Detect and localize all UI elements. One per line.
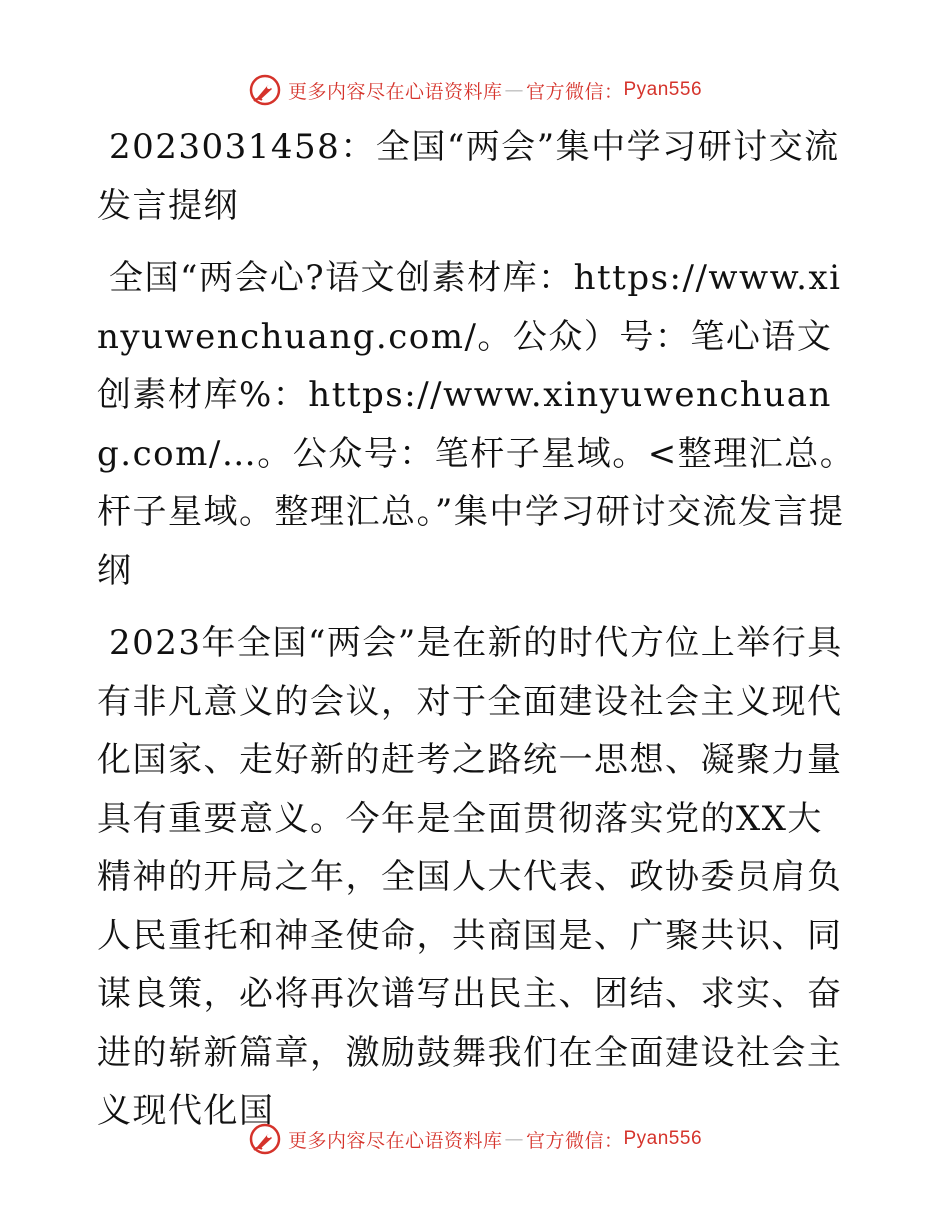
document-title: 2023031458：全国“两会”集中学习研讨交流发言提纲 xyxy=(97,127,840,226)
pen-nib-logo-icon xyxy=(248,1122,282,1156)
document-body xyxy=(97,118,857,1155)
header-watermark-banner xyxy=(0,70,950,110)
banner-main-text: 更多内容尽在心语资料库 xyxy=(287,80,503,103)
footer-watermark-banner xyxy=(0,1119,950,1159)
banner-separator: — xyxy=(504,1128,524,1150)
pen-nib-logo-icon xyxy=(248,73,282,107)
banner-wechat-handle: Pyan556 xyxy=(623,79,703,100)
paragraph-intro: 全国“两会心?语文创素材库：https://www.xinyuwenchuang.com/。公众）号：笔心语文创素材库%：https://www.xinyuwenchuang.com/…。公众号：笔杆子星域。<整理汇总。杆子星域。整理汇总。”集中学习研讨交流发言提纲 xyxy=(97,258,856,591)
paragraph-main: 2023年全国“两会”是在新的时代方位上举行具有非凡意义的会议，对于全面建设社会主义现代化国家、走好新的赶考之路统一思想、凝聚力量具有重要意义。今年是全面贯彻落实党的XX大精神的开局之年，全国人大代表、政协委员肩负人民重托和神圣使命，共商国是、广聚共识、同谋良策，必将再次谱写出民主、团结、求实、奋进的崭新篇章，激励鼓舞我们在全面建设社会主义现代化国 xyxy=(97,623,843,1131)
banner-separator: — xyxy=(504,79,524,101)
banner-contact-label: 官方微信： xyxy=(525,1129,624,1152)
banner-contact-label: 官方微信： xyxy=(525,80,624,103)
banner-wechat-handle: Pyan556 xyxy=(623,1128,703,1149)
banner-main-text: 更多内容尽在心语资料库 xyxy=(287,1129,503,1152)
